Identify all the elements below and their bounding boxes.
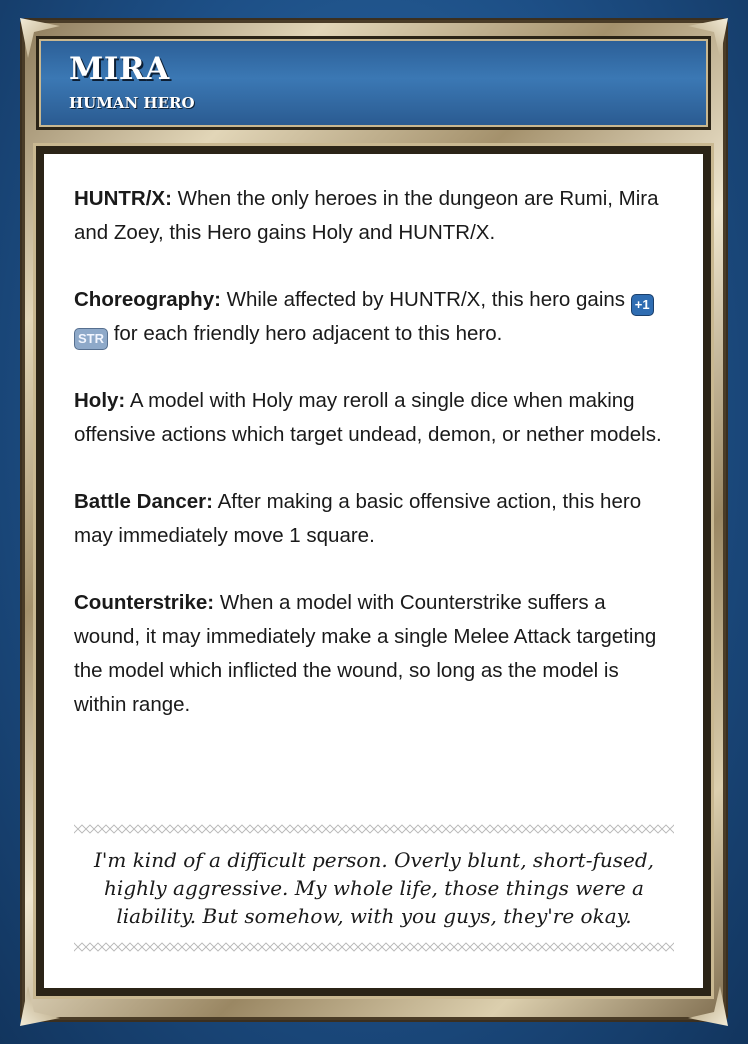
card-header [36,36,711,130]
ability-choreography [74,283,674,351]
ability-title: Battle Dancer: [74,490,213,513]
plus-one-icon: +1 [631,294,654,316]
ability-text: A model with Holy may reroll a single dice when making offensive actions which target undead, demon, or nether models. [74,389,662,446]
ability-panel [36,146,711,996]
hero-name: MIRA [69,51,170,87]
ability-huntrx [74,182,674,250]
ability-text: While affected by HUNTR/X, this hero gains [226,288,626,311]
hero-type: HUMAN HERO [69,94,195,112]
ability-battle-dancer [74,485,674,553]
ability-list [74,182,674,755]
ability-title: Choreography: [74,288,221,311]
ability-holy [74,384,674,452]
ability-title: Holy: [74,389,126,412]
ability-text: When a model with Counterstrike suffers a wound, it may immediately make a single Melee Attack targeting the model which inflicted the wound, so long as the model is within range. [74,591,657,716]
ability-text: for each friendly hero adjacent to this hero. [113,322,503,345]
quote-divider [74,822,674,836]
ability-counterstrike [74,586,674,722]
ability-title: Counterstrike: [74,591,215,614]
str-stat-icon: STR [74,328,108,350]
ability-text: After making a basic offensive action, this hero may immediately move 1 square. [74,490,642,547]
quote-divider [74,940,674,954]
ability-text: When the only heroes in the dungeon are Rumi, Mira and Zoey, this Hero gains Holy and HUNTR/X. [74,187,659,244]
ability-title: HUNTR/X: [74,187,172,210]
flavor-quote: I'm kind of a difficult person. Overly blunt, short-fused, highly aggressive. My whole life, those things were a liability. But somehow, with you guys, they're okay. [93,848,655,928]
